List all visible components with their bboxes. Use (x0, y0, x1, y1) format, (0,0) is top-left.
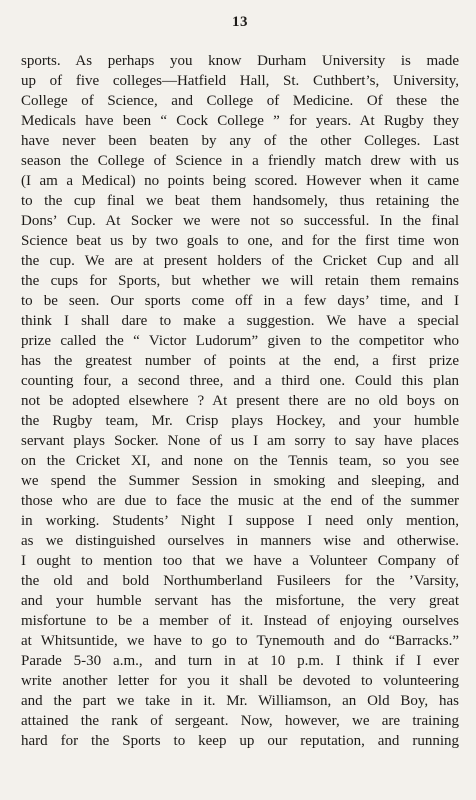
text-line-10: Science beat us by two goals to one, and for the first time won (21, 233, 459, 249)
text-line-33: and the part we take in it. Mr. Williamson, an Old Boy, has (21, 693, 459, 709)
text-line-18: not be adopted elsewhere ? At present there are no old boys on (21, 393, 459, 409)
text-line-1: sports. As perhaps you know Durham University is made (21, 53, 459, 69)
body-text (21, 51, 459, 751)
text-line-23: those who are due to face the music at the end of the summer (21, 493, 459, 509)
text-line-34: attained the rank of sergeant. Now, however, we are training (21, 713, 459, 729)
text-line-7: (I am a Medical) no points being scored. However when it came (21, 173, 459, 189)
page-number: 13 (232, 14, 248, 30)
text-line-22: we spend the Summer Session in smoking and sleeping, and (21, 473, 459, 489)
text-line-9: Dons’ Cup. At Socker we were not so successful. In the final (21, 213, 459, 229)
text-line-35: hard for the Sports to keep up our reputation, and running (21, 733, 459, 749)
text-line-20: servant plays Socker. None of us I am sorry to say have places (21, 433, 459, 449)
text-line-29: misfortune to be a member of it. Instead of enjoying ourselves (21, 613, 459, 629)
text-line-31: Parade 5-30 a.m., and turn in at 10 p.m. I think if I ever (21, 653, 459, 669)
text-line-15: prize called the “ Victor Ludorum” given to the competitor who (21, 333, 459, 349)
text-line-24: in working. Students’ Night I suppose I need only mention, (21, 513, 459, 529)
text-line-26: I ought to mention too that we have a Volunteer Company of (21, 553, 459, 569)
text-line-13: to be seen. Our sports come off in a few days’ time, and I (21, 293, 459, 309)
text-line-14: think I shall dare to make a suggestion. We have a special (21, 313, 459, 329)
text-line-4: Medicals have been “ Cock College ” for years. At Rugby they (21, 113, 459, 129)
text-line-8: to the cup final we beat them handsomely, thus retaining the (21, 193, 459, 209)
text-line-21: on the Cricket XI, and none on the Tennis team, so you see (21, 453, 459, 469)
text-line-32: write another letter for you it shall be devoted to volunteering (21, 673, 459, 689)
text-line-11: the cup. We are at present holders of the Cricket Cup and all (21, 253, 459, 269)
text-line-27: the old and bold Northumberland Fusileers for the ’Varsity, (21, 573, 459, 589)
text-line-5: have never been beaten by any of the other Colleges. Last (21, 133, 459, 149)
text-line-19: the Rugby team, Mr. Crisp plays Hockey, and your humble (21, 413, 459, 429)
text-line-16: has the greatest number of points at the end, a first prize (21, 353, 459, 369)
text-line-25: as we distinguished ourselves in manners wise and otherwise. (21, 533, 459, 549)
text-line-28: and your humble servant has the misfortune, the very great (21, 593, 459, 609)
text-line-6: season the College of Science in a friendly match drew with us (21, 153, 459, 169)
text-line-17: counting four, a second three, and a third one. Could this plan (21, 373, 459, 389)
text-line-12: the cups for Sports, but whether we will retain them remains (21, 273, 459, 289)
text-line-3: College of Science, and College of Medicine. Of these the (21, 93, 459, 109)
text-line-2: up of five colleges—Hatfield Hall, St. Cuthbert’s, University, (21, 73, 459, 89)
text-line-30: at Whitsuntide, we have to go to Tynemouth and do “Barracks.” (21, 633, 459, 649)
